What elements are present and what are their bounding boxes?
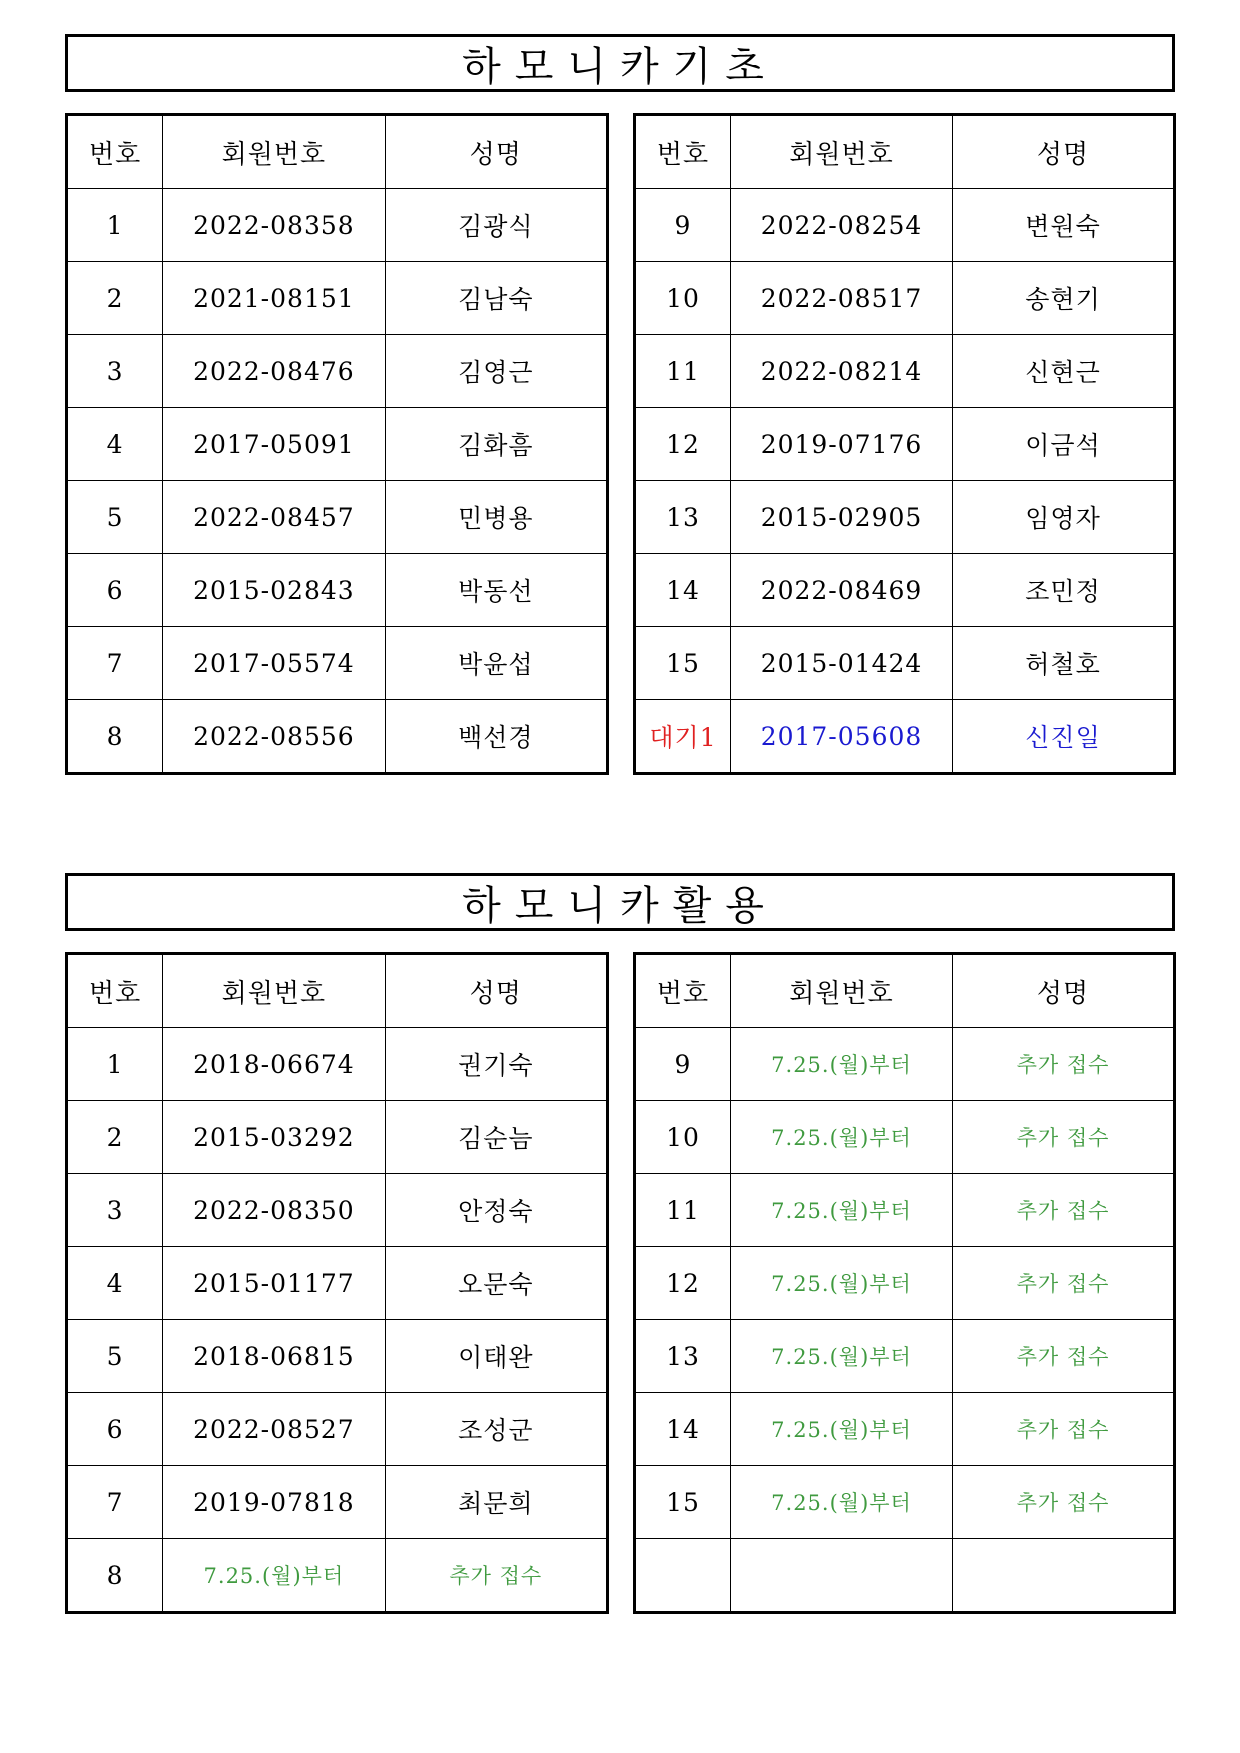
table-row	[67, 262, 608, 335]
header-member-name: 성명	[385, 954, 607, 1028]
member-id-cell: 2022-08350	[163, 1174, 385, 1247]
member-name-cell: 조민정	[953, 554, 1175, 627]
row-number-cell: 14	[635, 554, 731, 627]
member-name-cell: 송현기	[953, 262, 1175, 335]
header-member-id: 회원번호	[731, 115, 953, 189]
member-id-cell: 2017-05608	[731, 700, 953, 774]
table-row	[635, 262, 1175, 335]
advanced-section-title: 하모니카활용	[65, 873, 1175, 931]
header-row	[635, 115, 1175, 189]
member-id-cell	[731, 1539, 953, 1613]
table-row	[635, 189, 1175, 262]
basic-section-title: 하모니카기초	[65, 34, 1175, 92]
header-member-id: 회원번호	[163, 954, 385, 1028]
header-row-number: 번호	[635, 954, 731, 1028]
table-row	[635, 554, 1175, 627]
member-id-cell: 2022-08527	[163, 1393, 385, 1466]
member-name-cell: 추가 접수	[953, 1101, 1175, 1174]
member-id-cell: 7.25.(월)부터	[731, 1320, 953, 1393]
table-row	[67, 1101, 608, 1174]
table-row	[67, 335, 608, 408]
header-row-number: 번호	[67, 954, 163, 1028]
row-number-cell: 9	[635, 189, 731, 262]
member-name-cell: 추가 접수	[953, 1028, 1175, 1101]
member-id-cell: 2019-07176	[731, 408, 953, 481]
table-row	[67, 1393, 608, 1466]
row-number-cell: 2	[67, 1101, 163, 1174]
row-number-cell: 5	[67, 1320, 163, 1393]
member-name-cell: 변원숙	[953, 189, 1175, 262]
table-row	[67, 1539, 608, 1613]
table-row	[67, 554, 608, 627]
row-number-cell: 10	[635, 262, 731, 335]
member-id-cell: 2015-03292	[163, 1101, 385, 1174]
member-id-cell: 2022-08556	[163, 700, 385, 774]
header-member-name: 성명	[953, 954, 1175, 1028]
row-number-cell: 14	[635, 1393, 731, 1466]
member-name-cell: 김화흠	[385, 408, 607, 481]
member-name-cell: 김광식	[385, 189, 607, 262]
header-row-number: 번호	[635, 115, 731, 189]
member-name-cell: 최문희	[385, 1466, 607, 1539]
row-number-cell: 11	[635, 335, 731, 408]
header-member-name: 성명	[385, 115, 607, 189]
member-id-cell: 7.25.(월)부터	[731, 1247, 953, 1320]
member-id-cell: 2022-08358	[163, 189, 385, 262]
member-id-cell: 2022-08457	[163, 481, 385, 554]
row-number-cell: 9	[635, 1028, 731, 1101]
member-id-cell: 2022-08254	[731, 189, 953, 262]
member-id-cell: 7.25.(월)부터	[163, 1539, 385, 1613]
member-name-cell: 허철호	[953, 627, 1175, 700]
table-row	[635, 1174, 1175, 1247]
member-name-cell: 추가 접수	[385, 1539, 607, 1613]
row-number-cell: 10	[635, 1101, 731, 1174]
member-id-cell: 2015-02905	[731, 481, 953, 554]
row-number-cell: 13	[635, 1320, 731, 1393]
member-name-cell: 박윤섭	[385, 627, 607, 700]
row-number-cell: 1	[67, 1028, 163, 1101]
row-number-cell: 7	[67, 1466, 163, 1539]
member-name-cell: 추가 접수	[953, 1393, 1175, 1466]
member-name-cell: 김영근	[385, 335, 607, 408]
table-row	[635, 1101, 1175, 1174]
header-member-id: 회원번호	[163, 115, 385, 189]
header-row	[67, 954, 608, 1028]
row-number-cell: 8	[67, 1539, 163, 1613]
member-id-cell: 7.25.(월)부터	[731, 1466, 953, 1539]
member-id-cell: 2021-08151	[163, 262, 385, 335]
member-name-cell: 이태완	[385, 1320, 607, 1393]
member-name-cell: 신진일	[953, 700, 1175, 774]
member-name-cell: 김순늠	[385, 1101, 607, 1174]
member-name-cell: 오문숙	[385, 1247, 607, 1320]
table-row	[635, 1539, 1175, 1613]
table-row	[635, 1466, 1175, 1539]
row-number-cell: 6	[67, 1393, 163, 1466]
member-name-cell: 추가 접수	[953, 1247, 1175, 1320]
member-name-cell: 김남숙	[385, 262, 607, 335]
table-row	[67, 1028, 608, 1101]
member-id-cell: 2015-02843	[163, 554, 385, 627]
row-number-cell: 6	[67, 554, 163, 627]
member-id-cell: 2018-06815	[163, 1320, 385, 1393]
row-number-cell: 11	[635, 1174, 731, 1247]
table-row	[635, 1028, 1175, 1101]
member-id-cell: 2015-01424	[731, 627, 953, 700]
advanced-left-table	[65, 952, 609, 1614]
header-row	[67, 115, 608, 189]
member-id-cell: 7.25.(월)부터	[731, 1028, 953, 1101]
member-name-cell: 권기숙	[385, 1028, 607, 1101]
table-row	[635, 1393, 1175, 1466]
advanced-left-body	[67, 954, 608, 1613]
member-name-cell: 민병용	[385, 481, 607, 554]
table-row	[67, 481, 608, 554]
table-row	[635, 1320, 1175, 1393]
member-id-cell: 7.25.(월)부터	[731, 1101, 953, 1174]
member-id-cell: 7.25.(월)부터	[731, 1174, 953, 1247]
row-number-cell: 15	[635, 627, 731, 700]
table-row	[67, 627, 608, 700]
row-number-cell: 대기1	[635, 700, 731, 774]
member-name-cell: 추가 접수	[953, 1466, 1175, 1539]
advanced-right-body	[635, 954, 1175, 1613]
member-id-cell: 2022-08214	[731, 335, 953, 408]
row-number-cell: 1	[67, 189, 163, 262]
row-number-cell: 5	[67, 481, 163, 554]
header-member-name: 성명	[953, 115, 1175, 189]
member-name-cell	[953, 1539, 1175, 1613]
header-row	[635, 954, 1175, 1028]
member-id-cell: 2017-05091	[163, 408, 385, 481]
table-row	[67, 1247, 608, 1320]
member-id-cell: 2015-01177	[163, 1247, 385, 1320]
table-row	[635, 1247, 1175, 1320]
member-name-cell: 백선경	[385, 700, 607, 774]
member-id-cell: 7.25.(월)부터	[731, 1393, 953, 1466]
member-name-cell: 신현근	[953, 335, 1175, 408]
basic-right-table	[633, 113, 1176, 775]
member-name-cell: 이금석	[953, 408, 1175, 481]
row-number-cell: 3	[67, 1174, 163, 1247]
table-row	[635, 335, 1175, 408]
row-number-cell: 12	[635, 1247, 731, 1320]
member-name-cell: 조성군	[385, 1393, 607, 1466]
member-id-cell: 2022-08476	[163, 335, 385, 408]
table-row	[67, 1174, 608, 1247]
row-number-cell: 12	[635, 408, 731, 481]
member-id-cell: 2018-06674	[163, 1028, 385, 1101]
member-id-cell: 2022-08517	[731, 262, 953, 335]
row-number-cell: 4	[67, 408, 163, 481]
basic-right-body	[635, 115, 1175, 774]
member-id-cell: 2019-07818	[163, 1466, 385, 1539]
row-number-cell: 2	[67, 262, 163, 335]
table-row	[635, 408, 1175, 481]
row-number-cell: 4	[67, 1247, 163, 1320]
member-name-cell: 추가 접수	[953, 1320, 1175, 1393]
header-member-id: 회원번호	[731, 954, 953, 1028]
row-number-cell: 7	[67, 627, 163, 700]
table-row	[67, 1320, 608, 1393]
row-number-cell	[635, 1539, 731, 1613]
member-id-cell: 2022-08469	[731, 554, 953, 627]
row-number-cell: 15	[635, 1466, 731, 1539]
row-number-cell: 8	[67, 700, 163, 774]
member-id-cell: 2017-05574	[163, 627, 385, 700]
advanced-right-table	[633, 952, 1176, 1614]
table-row	[67, 1466, 608, 1539]
table-row	[67, 700, 608, 774]
table-row	[635, 481, 1175, 554]
member-name-cell: 임영자	[953, 481, 1175, 554]
member-name-cell: 안정숙	[385, 1174, 607, 1247]
basic-left-table	[65, 113, 609, 775]
row-number-cell: 3	[67, 335, 163, 408]
row-number-cell: 13	[635, 481, 731, 554]
member-name-cell: 추가 접수	[953, 1174, 1175, 1247]
table-row	[67, 189, 608, 262]
table-row	[67, 408, 608, 481]
table-row	[635, 700, 1175, 774]
basic-left-body	[67, 115, 608, 774]
table-row	[635, 627, 1175, 700]
member-name-cell: 박동선	[385, 554, 607, 627]
header-row-number: 번호	[67, 115, 163, 189]
